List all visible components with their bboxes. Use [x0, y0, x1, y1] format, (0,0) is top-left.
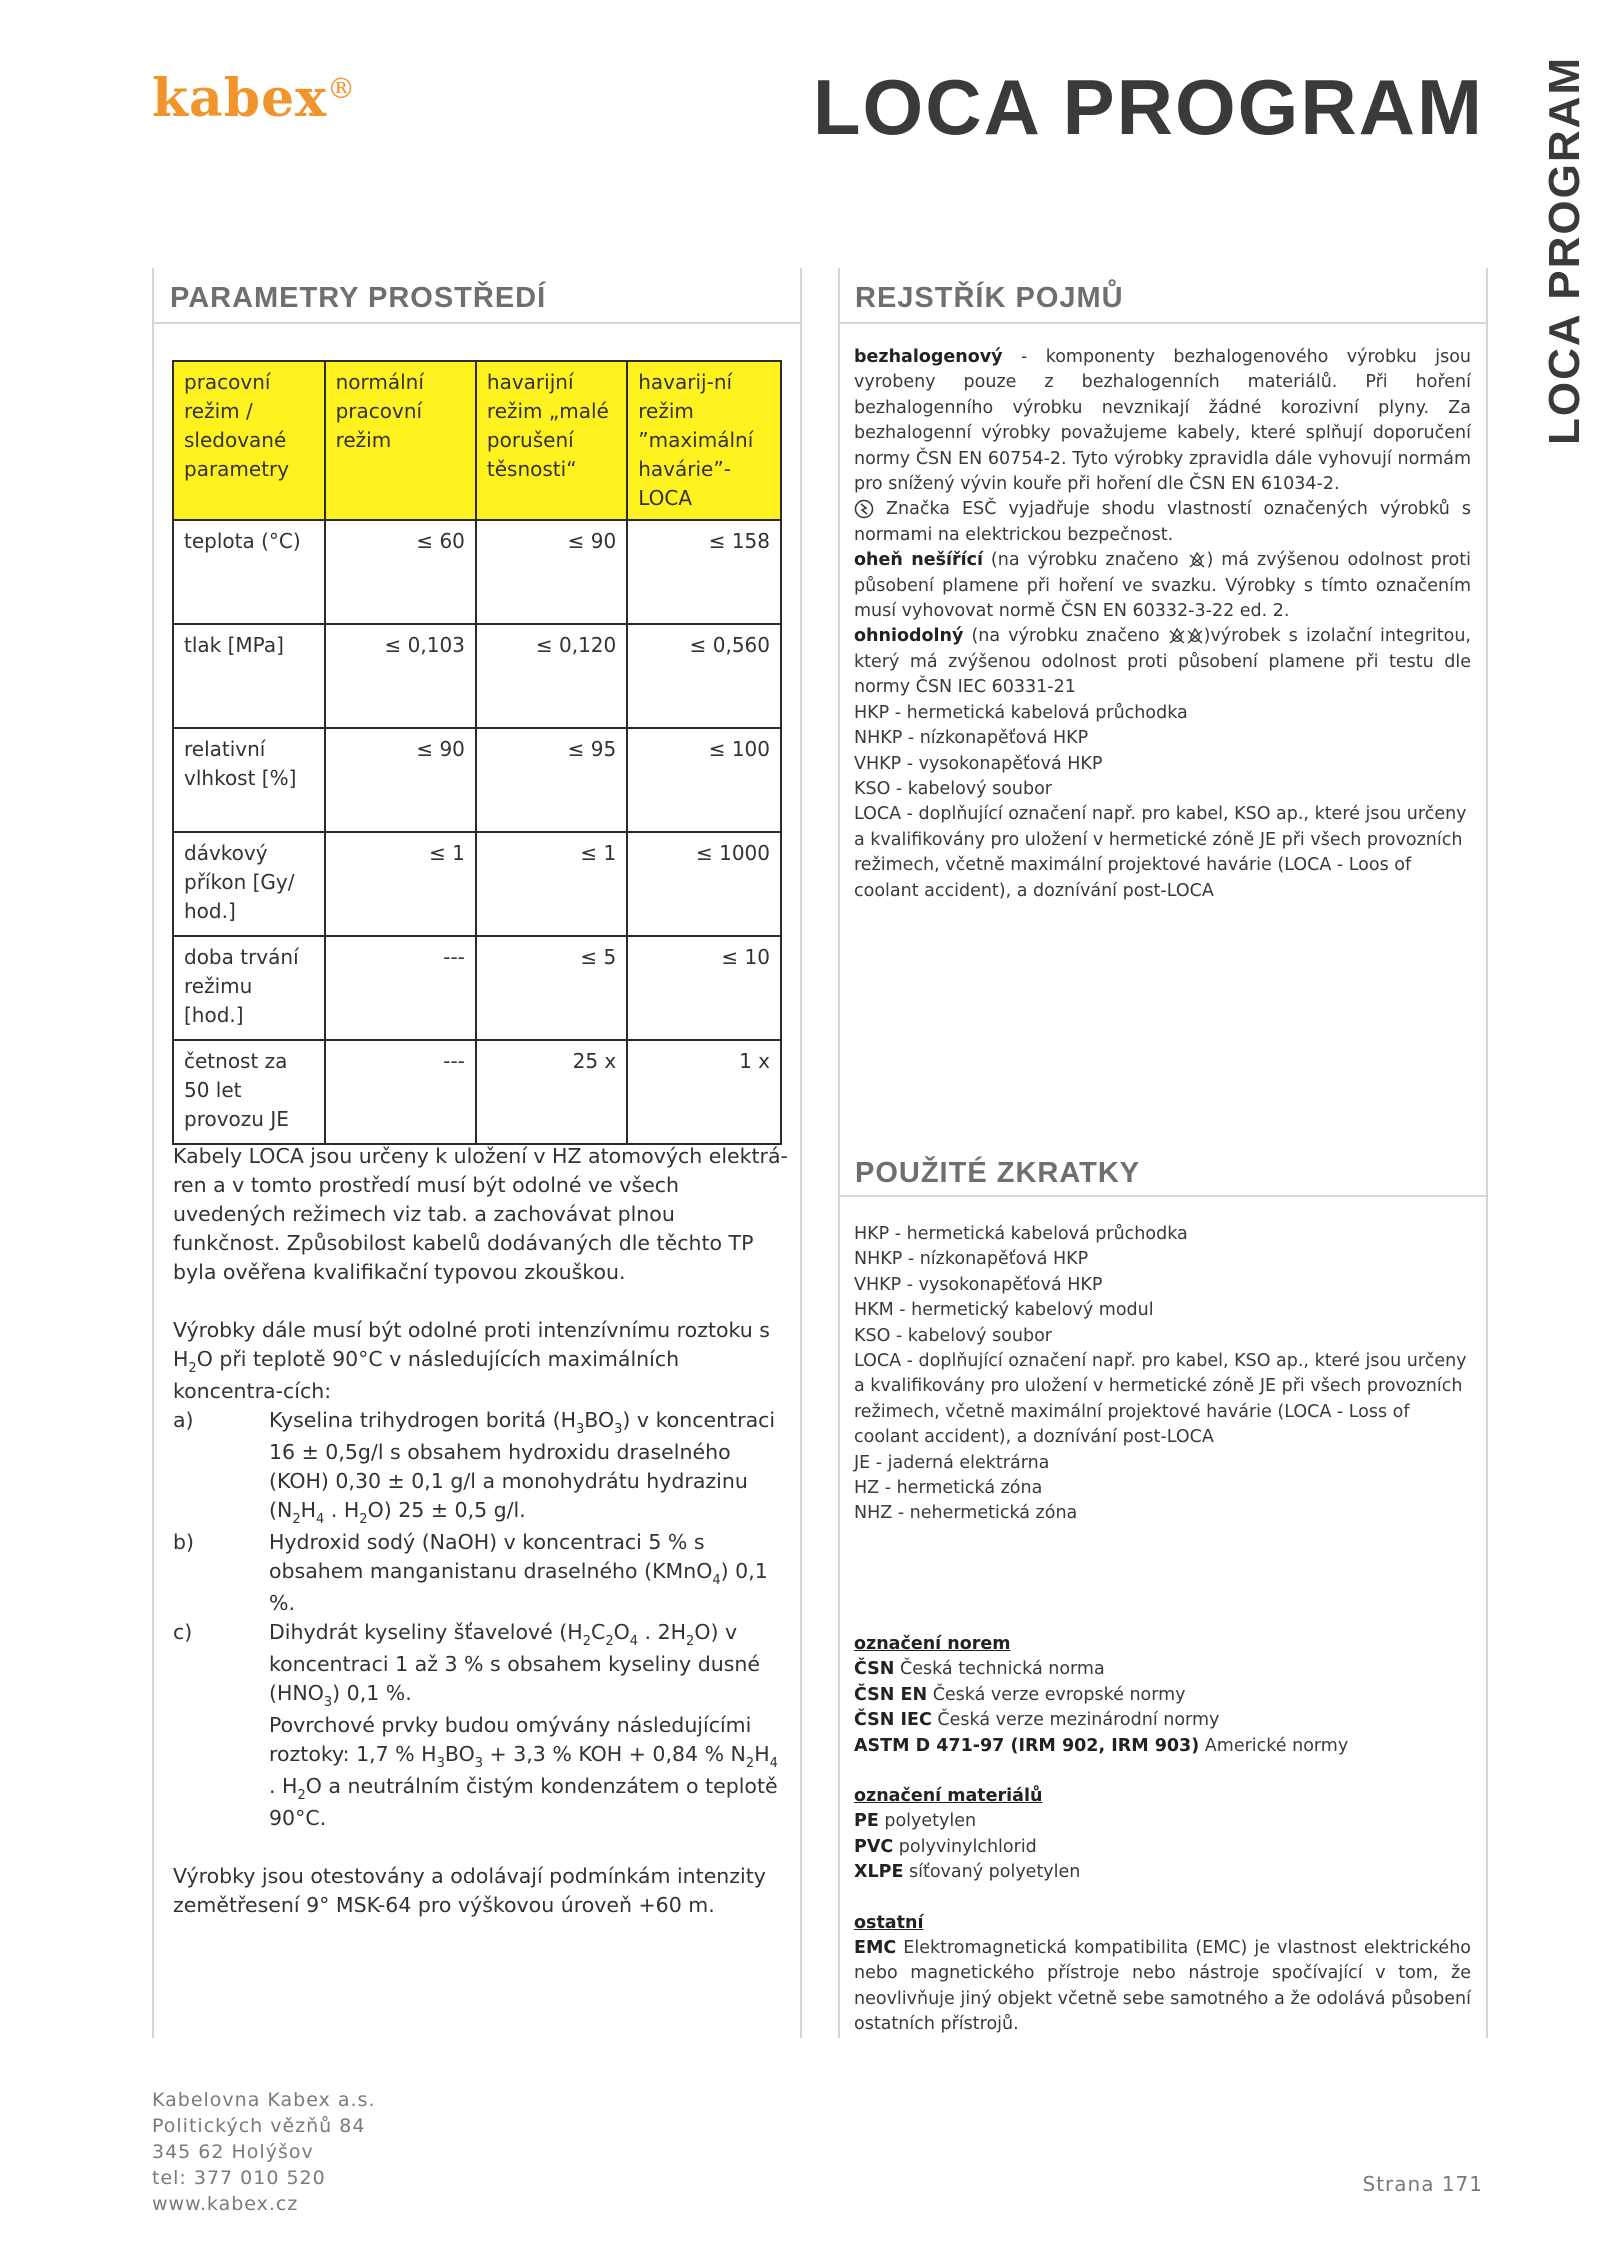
table-cell: ≤ 0,120 — [476, 624, 627, 728]
other-heading: ostatní — [854, 1912, 924, 1933]
flame-retardant-icon — [1187, 551, 1207, 569]
divider-mid-left — [800, 268, 802, 2038]
table-cell-param: doba trvání režimu [hod.] — [173, 936, 325, 1040]
table-cell: ≤ 90 — [325, 728, 476, 832]
table-cell: ≤ 158 — [627, 520, 781, 624]
glossary-ohniodolny: ohniodolný (na výrobku značeno )výrobek s izolační integritou, který má zvýšenou odolnost proti působení plamene při testu dle normy ČSN IEC 60331-21 — [854, 626, 1471, 698]
list-item: ČSN Česká technická norma — [854, 1659, 1105, 1680]
address-line: www.kabex.cz — [152, 2193, 299, 2215]
table-cell-param: relativní vlhkost [%] — [173, 728, 325, 832]
list-item: ASTM D 471-97 (IRM 902, IRM 903) Americké normy — [854, 1735, 1349, 1756]
table-header-row — [173, 361, 781, 520]
table-row — [173, 520, 781, 624]
table-cell-param: tlak [MPa] — [173, 624, 325, 728]
heading-rule-left — [152, 322, 802, 324]
glossary-ohen-nesirici: oheň nešířící (na výrobku značeno ) má zvýšenou odolnost proti působení plamene při hoření ve svazku. Výrobky s tímto označením musí vyhovovat normě ČSN EN 60332-3-22 ed. 2. — [854, 550, 1471, 622]
fire-resistant-icon — [1168, 627, 1204, 645]
glossary-emc: EMC Elektromagnetická kompatibilita (EMC) je vlastnost elektrického nebo magnetického přístroje nebo nástroje spočívající v tom, že neovlivňuje jiný objekt včetně sebe samotného a že odolává působení ostatních přístrojů. — [854, 1937, 1471, 2035]
item-label: a) — [173, 1408, 194, 1432]
table-row — [173, 624, 781, 728]
registered-mark: ® — [327, 72, 357, 105]
list-item: KSO - kabelový soubor — [854, 1325, 1052, 1346]
table-cell: ≤ 0,560 — [627, 624, 781, 728]
side-title: LOCA PROGRAM — [1540, 55, 1589, 445]
list-item: NHZ - nehermetická zóna — [854, 1503, 1078, 1524]
table-row — [173, 728, 781, 832]
table-cell: ≤ 100 — [627, 728, 781, 832]
logo-text: kabex — [152, 68, 328, 129]
item-label: b) — [173, 1530, 195, 1554]
abbreviations-body — [854, 1222, 1471, 2038]
glossary-bezhalogenovy: bezhalogenový - komponenty bezhalogenového výrobku jsou vyrobeny pouze z bezhalogenních materiálů. Při hoření bezhalogenního výrobku nevznikají žádné korozivní plyny. Za bezhalogenní výrobky považujeme kabely, které splňují doporučení normy ČSN EN 60754-2. Tyto výrobky zpravidla dále vyhovují normám pro snížený vývin kouře při hoření dle ČSN EN 61034-2. — [854, 347, 1471, 495]
list-item: HKP - hermetická kabelová průchodka — [854, 1224, 1188, 1244]
table-cell: ≤ 1 — [325, 832, 476, 936]
list-item: XLPE síťovaný polyetylen — [854, 1862, 1081, 1883]
table-cell: 1 x — [627, 1040, 781, 1144]
table-cell: --- — [325, 1040, 476, 1144]
divider-mid-right — [838, 268, 840, 2038]
parameters-table — [172, 360, 782, 1145]
table-cell: --- — [325, 936, 476, 1040]
norms-heading: označení norem — [854, 1633, 1011, 1654]
heading-rule-right — [838, 322, 1488, 324]
glossary-esc: Značka ESČ vyjadřuje shodu vlastností označených výrobků s normami na elektrickou bezpečnost. — [854, 499, 1471, 545]
address-line: Politických vězňů 84 — [152, 2115, 366, 2137]
list-item: PE polyetylen — [854, 1811, 977, 1832]
list-item: HKM - hermetický kabelový modul — [854, 1300, 1154, 1321]
table-cell: ≤ 0,103 — [325, 624, 476, 728]
list-item: NHKP - nízkonapěťová HKP — [854, 1249, 1089, 1270]
list-item-c: c) Dihydrát kyseliny šťavelové ($H_2C_2O_4$ . $2H_2O$) v koncentraci 1 až 3 % s obsahem kyseliny dusné $(HNO_3)$ 0,1 %. Povrchové prvky budou omývány následujícími roztoky: 1,7 % $H_3BO_3 + 3,3$ % KOH + 0,84 % $N_2H_4$ . $H_2O$ a neutrálním čistým kondenzátem o teplotě 90°C. — [173, 1620, 778, 1830]
address-line: tel: 377 010 520 — [152, 2167, 326, 2189]
item-label: c) — [173, 1620, 193, 1644]
table-header-cell: pracovní režim / sledované parametry — [173, 361, 325, 520]
table-cell: ≤ 1000 — [627, 832, 781, 936]
logo — [152, 68, 356, 129]
table-row — [173, 1040, 781, 1144]
paragraph-resistance: Výrobky dále musí být odolné proti intenzívnímu roztoku s $H_2O$ při teplotě 90°C v následujících maximálních koncentra-cích: — [173, 1318, 770, 1403]
list-item: JE - jaderná elektrárna — [854, 1452, 1050, 1473]
page-number: Strana 171 — [1362, 2172, 1483, 2196]
divider-right — [1486, 268, 1488, 2038]
list-item-a: a) Kyselina trihydrogen boritá $(H_3BO_3)$ v koncentraci 16 ± 0,5g/l s obsahem hydroxidu draselného (KOH) 0,30 ± 0,1 g/l a monohydrátu hydrazinu ($N_2H_4$ . $H_2O$) 25 ± 0,5 g/l. — [173, 1408, 776, 1527]
table-cell-param: dávkový příkon [Gy/ hod.] — [173, 832, 325, 936]
table-cell-param: teplota (°C) — [173, 520, 325, 624]
list-item: NHKP - nízkonapěťová HKP — [854, 728, 1089, 749]
list-item: LOCA - doplňující označení např. pro kabel, KSO ap., které jsou určeny a kvalifikovány pro uložení v hermetické zóně JE při všech provozních režimech, včetně maximální projektové havárie (LOCA - Loss of coolant accident), a doznívání post-LOCA — [854, 1351, 1467, 1448]
table-header-cell: havarij-ní režim ”maximální havárie”- LOCA — [627, 361, 781, 520]
table-cell: 25 x — [476, 1040, 627, 1144]
table-cell-param: četnost za 50 let provozu JE — [173, 1040, 325, 1144]
list-item: VHKP - vysokonapěťová HKP — [854, 753, 1103, 774]
section-heading-parameters: PARAMETRY PROSTŘEDÍ — [170, 282, 547, 314]
table-header-cell: havarijní režim „malé porušení těsnosti“ — [476, 361, 627, 520]
list-item: HKP - hermetická kabelová průchodka — [854, 702, 1188, 723]
table-cell: ≤ 60 — [325, 520, 476, 624]
table-cell: ≤ 1 — [476, 832, 627, 936]
table-row — [173, 832, 781, 936]
glossary-body — [854, 345, 1471, 904]
section-heading-abbreviations: POUŽITÉ ZKRATKY — [855, 1157, 1141, 1189]
materials-heading: označení materiálů — [854, 1785, 1043, 1806]
paragraph-seismic: Výrobky jsou otestovány a odolávají podmínkám intenzity zemětřesení 9° MSK-64 pro výškovou úroveň +60 m. — [173, 1864, 766, 1917]
heading-rule-abbr — [838, 1195, 1488, 1197]
table-row — [173, 936, 781, 1040]
list-item: VHKP - vysokonapěťová HKP — [854, 1274, 1103, 1295]
list-item: HZ - hermetická zóna — [854, 1478, 1043, 1499]
address-line: Kabelovna Kabex a.s. — [152, 2089, 376, 2111]
list-item: ČSN IEC Česká verze mezinárodní normy — [854, 1710, 1220, 1731]
list-item: ČSN EN Česká verze evropské normy — [854, 1684, 1186, 1705]
list-item: LOCA - doplňující označení např. pro kabel, KSO ap., které jsou určeny a kvalifikovány pro uložení v hermetické zóně JE při všech provozních režimech, včetně maximální projektové havárie (LOCA - Loos of coolant accident), a doznívání post-LOCA — [854, 804, 1467, 901]
paragraph-usage: Kabely LOCA jsou určeny k uložení v HZ atomových elektrá-ren a v tomto prostředí musí být odolné ve všech uvedených režimech viz tab. a zachovávat plnou funkčnost. Způsobilost kabelů dodávaných dle těchto TP byla ověřena kvalifikační typovou zkouškou. — [173, 1144, 788, 1284]
left-body — [173, 1142, 788, 1920]
company-address — [152, 2087, 375, 2217]
table-cell: ≤ 95 — [476, 728, 627, 832]
divider-left — [152, 268, 154, 2038]
page-title: LOCA PROGRAM — [812, 63, 1484, 151]
table-cell: ≤ 90 — [476, 520, 627, 624]
address-line: 345 62 Holýšov — [152, 2141, 314, 2163]
list-item-b: b) Hydroxid sodý (NaOH) v koncentraci 5 % s obsahem manganistanu draselného (KMnO$_4$) 0,1 %. — [173, 1530, 768, 1615]
esc-mark-icon — [854, 499, 874, 519]
list-item: PVC polyvinylchlorid — [854, 1836, 1037, 1857]
table-cell: ≤ 5 — [476, 936, 627, 1040]
section-heading-glossary: REJSTŘÍK POJMŮ — [855, 282, 1124, 314]
table-cell: ≤ 10 — [627, 936, 781, 1040]
table-header-cell: normální pracovní režim — [325, 361, 476, 520]
list-item: KSO - kabelový soubor — [854, 778, 1052, 799]
